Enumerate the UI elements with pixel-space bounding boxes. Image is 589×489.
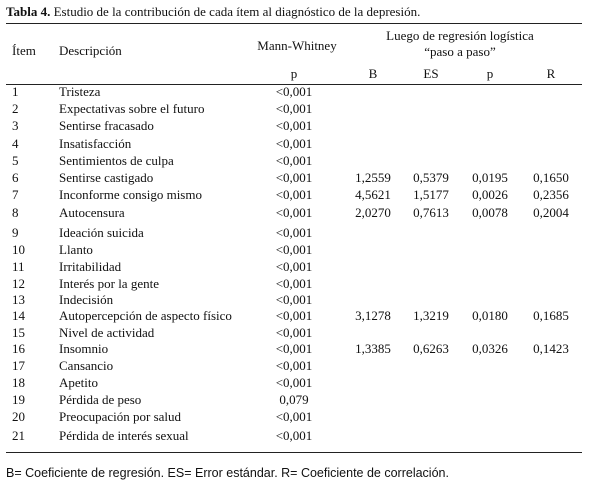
cell-item: 21 [12, 428, 25, 443]
cell-description: Pérdida de interés sexual [59, 428, 189, 443]
header-group-line1: Luego de regresión logística [386, 28, 534, 43]
cell-mann-whitney-p: <0,001 [275, 428, 313, 443]
cell-description: Autocensura [59, 205, 125, 220]
cell-item: 12 [12, 276, 25, 291]
cell-mann-whitney-p: <0,001 [275, 259, 313, 274]
cell-description: Sentirse fracasado [59, 118, 154, 133]
cell-mann-whitney-p: <0,001 [275, 276, 313, 291]
cell-mann-whitney-p: <0,001 [275, 375, 313, 390]
cell-description: Ideación suicida [59, 225, 144, 240]
cell-p: 0,0195 [472, 170, 508, 185]
cell-es: 0,5379 [413, 170, 449, 185]
cell-item: 14 [12, 308, 25, 323]
cell-item: 9 [12, 225, 19, 240]
cell-item: 18 [12, 375, 25, 390]
header-b: B [368, 66, 378, 81]
cell-mann-whitney-p: <0,001 [275, 308, 313, 323]
cell-mann-whitney-p: <0,001 [275, 170, 313, 185]
cell-mann-whitney-p: <0,001 [275, 153, 313, 168]
cell-item: 1 [12, 84, 19, 99]
cell-description: Pérdida de peso [59, 392, 142, 407]
cell-p: 0,0078 [472, 205, 508, 220]
header-descripcion: Descripción [59, 43, 122, 58]
cell-description: Nivel de actividad [59, 325, 155, 340]
cell-description: Indecisión [59, 292, 114, 307]
cell-description: Sentirse castigado [59, 170, 154, 185]
cell-item: 7 [12, 187, 19, 202]
cell-mann-whitney-p: <0,001 [275, 84, 313, 99]
cell-item: 15 [12, 325, 25, 340]
header-mann-whitney: Mann-Whitney [257, 38, 337, 53]
cell-es: 1,3219 [413, 308, 449, 323]
cell-mann-whitney-p: <0,001 [275, 187, 313, 202]
cell-mann-whitney-p: <0,001 [275, 205, 313, 220]
cell-item: 13 [12, 292, 25, 307]
cell-description: Insomnio [59, 341, 109, 356]
cell-mann-whitney-p: <0,001 [275, 358, 313, 373]
cell-item: 19 [12, 392, 25, 407]
cell-r: 0,2356 [533, 187, 569, 202]
cell-p: 0,0326 [472, 341, 508, 356]
cell-item: 5 [12, 153, 19, 168]
cell-es: 0,7613 [413, 205, 449, 220]
cell-b: 4,5621 [355, 187, 391, 202]
cell-item: 20 [12, 409, 25, 424]
cell-item: 11 [12, 259, 25, 274]
cell-p: 0,0180 [472, 308, 508, 323]
cell-item: 2 [12, 101, 19, 116]
cell-item: 16 [12, 341, 25, 356]
header-group-line2: “paso a paso” [424, 44, 496, 59]
cell-r: 0,1423 [533, 341, 569, 356]
cell-es: 1,5177 [413, 187, 449, 202]
cell-mann-whitney-p: <0,001 [275, 136, 313, 151]
top-rule [6, 23, 582, 24]
cell-description: Cansancio [59, 358, 114, 373]
cell-description: Sentimientos de culpa [59, 153, 174, 168]
cell-item: 3 [12, 118, 19, 133]
cell-mann-whitney-p: <0,001 [275, 292, 313, 307]
cell-description: Expectativas sobre el futuro [59, 101, 205, 116]
cell-description: Autopercepción de aspecto físico [59, 308, 232, 323]
header-es: ES [423, 66, 439, 81]
header-item: Ítem [12, 43, 36, 58]
cell-description: Interés por la gente [59, 276, 159, 291]
cell-item: 6 [12, 170, 19, 185]
cell-mann-whitney-p: <0,001 [275, 409, 313, 424]
header-mw-p: p [290, 66, 298, 81]
cell-description: Tristeza [59, 84, 101, 99]
cell-mann-whitney-p: <0,001 [275, 325, 313, 340]
cell-b: 1,3385 [355, 341, 391, 356]
cell-item: 17 [12, 358, 25, 373]
cell-description: Irritabilidad [59, 259, 122, 274]
cell-mann-whitney-p: <0,001 [275, 242, 313, 257]
cell-mann-whitney-p: <0,001 [275, 101, 313, 116]
cell-item: 4 [12, 136, 19, 151]
cell-description: Llanto [59, 242, 93, 257]
cell-description: Preocupación por salud [59, 409, 182, 424]
cell-b: 3,1278 [355, 308, 391, 323]
cell-r: 0,1685 [533, 308, 569, 323]
cell-mann-whitney-p: 0,079 [279, 392, 309, 407]
header-p: p [486, 66, 494, 81]
cell-description: Apetito [59, 375, 98, 390]
cell-mann-whitney-p: <0,001 [275, 341, 313, 356]
bottom-rule [6, 452, 582, 453]
cell-description: Inconforme consigo mismo [59, 187, 202, 202]
footnote: B= Coeficiente de regresión. ES= Error estándar. R= Coeficiente de correlación. [6, 466, 449, 480]
header-r: R [546, 66, 556, 81]
table-caption-label: Tabla 4. [6, 4, 51, 19]
cell-r: 0,2004 [533, 205, 569, 220]
cell-p: 0,0026 [472, 187, 508, 202]
cell-b: 1,2559 [355, 170, 391, 185]
table-caption-text: Estudio de la contribución de cada ítem al diagnóstico de la depresión. [53, 4, 421, 19]
table-caption [6, 4, 420, 20]
cell-r: 0,1650 [533, 170, 569, 185]
cell-es: 0,6263 [413, 341, 449, 356]
cell-mann-whitney-p: <0,001 [275, 118, 313, 133]
cell-description: Insatisfacción [59, 136, 132, 151]
cell-b: 2,0270 [355, 205, 391, 220]
cell-item: 10 [12, 242, 25, 257]
cell-mann-whitney-p: <0,001 [275, 225, 313, 240]
cell-item: 8 [12, 205, 19, 220]
